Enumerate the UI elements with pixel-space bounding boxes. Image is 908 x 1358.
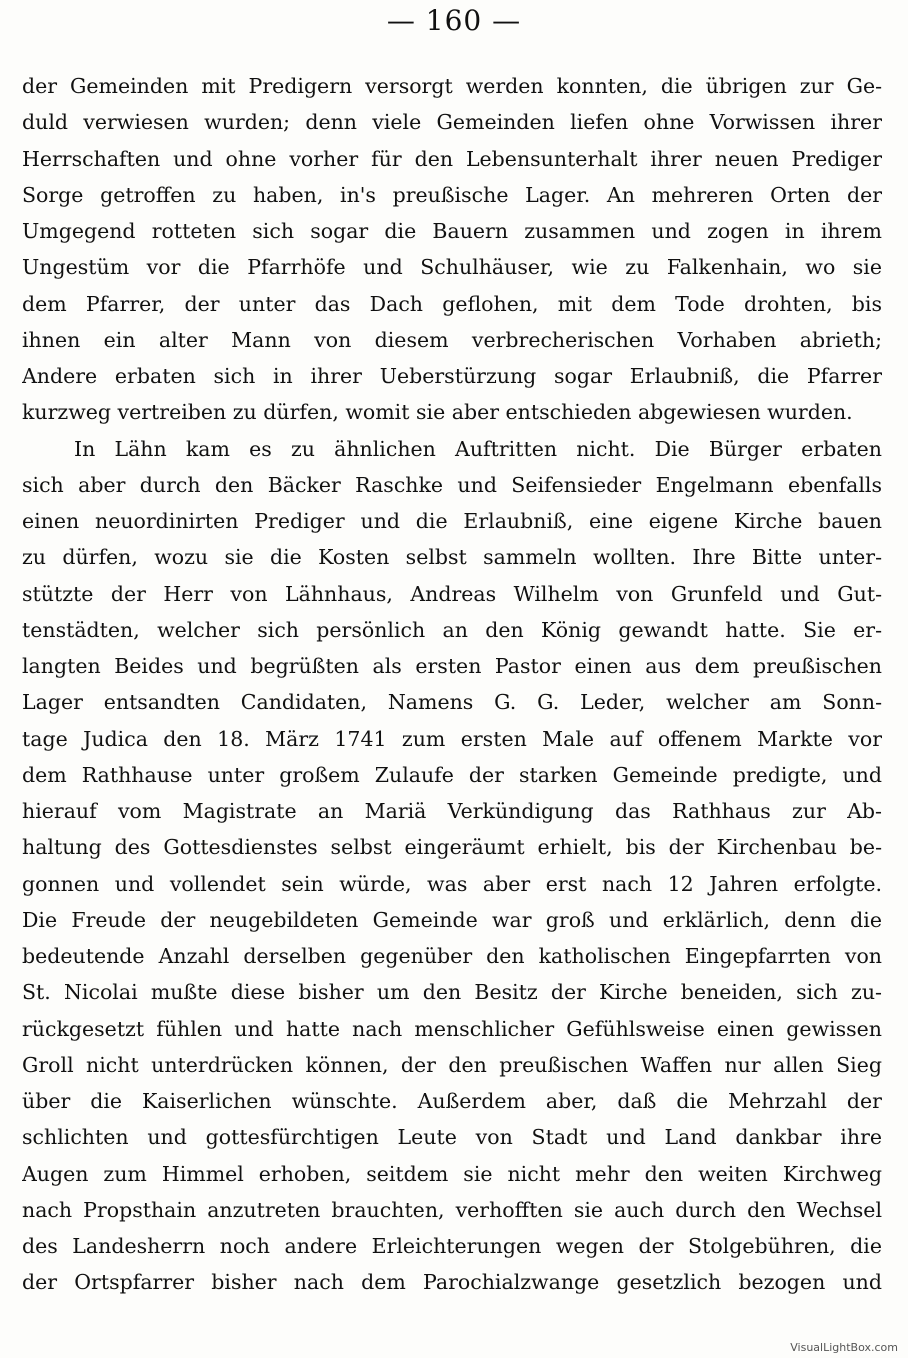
text-line: Andere erbaten sich in ihrer Ueberstürzung sogar Erlaubniß, die Pfarrer [22,364,882,388]
text-line: hierauf vom Magistrate an Mariä Verkündigung das Rathhaus zur Ab- [22,799,882,823]
paragraph-start-line: In Lähn kam es zu ähnlichen Auftritten nicht. Die Bürger erbaten [74,436,882,461]
text-line: Groll nicht unterdrücken können, der den preußischen Waffen nur allen Sieg [22,1052,882,1077]
text-line: rückgesetzt fühlen und hatte nach menschlicher Gefühlsweise einen gewissen [22,1016,882,1041]
text-line: duld verwiesen wurden; denn viele Gemeinden liefen ohne Vorwissen ihrer [22,110,882,135]
watermark: VisualLightBox.com [790,1341,898,1354]
text-line: der Ortspfarrer bisher nach dem Parochialzwange gesetzlich bezogen und [22,1270,882,1295]
text-line: sich aber durch den Bäcker Raschke und Seifensieder Engelmann ebenfalls [22,472,882,497]
text-line: nach Propsthain anzutreten brauchten, verhofften sie auch durch den Wechsel [22,1197,882,1222]
text-line: langten Beides und begrüßten als ersten Pastor einen aus dem preußischen [22,654,882,678]
text-line: zu dürfen, wozu sie die Kosten selbst sammeln wollten. Ihre Bitte unter- [22,545,882,570]
text-line: schlichten und gottesfürchtigen Leute von Stadt und Land dankbar ihre [22,1125,882,1150]
text-line: Ungestüm vor die Pfarrhöfe und Schulhäuser, wie zu Falkenhain, wo sie [22,255,882,280]
text-line: tage Judica den 18. März 1741 zum ersten Male auf offenem Markte vor [22,726,882,751]
body-text [22,68,882,1301]
text-line: einen neuordinirten Prediger und die Erlaubniß, eine eigene Kirche bauen [22,509,882,533]
text-line: Lager entsandten Candidaten, Namens G. G. Leder, welcher am Sonn- [22,690,882,715]
text-line: Die Freude der neugebildeten Gemeinde war groß und erklärlich, denn die [22,907,882,932]
text-line: über die Kaiserlichen wünschte. Außerdem aber, daß die Mehrzahl der [22,1089,882,1113]
text-line: tenstädten, welcher sich persönlich an den König gewandt hatte. Sie er- [22,617,882,642]
text-line: bedeutende Anzahl derselben gegenüber den katholischen Eingepfarrten von [22,944,882,968]
text-line: Sorge getroffen zu haben, in's preußische Lager. An mehreren Orten der [22,182,882,207]
text-line: stützte der Herr von Lähnhaus, Andreas Wilhelm von Grunfeld und Gut- [22,581,882,606]
text-line: dem Pfarrer, der unter das Dach geflohen, mit dem Tode drohten, bis [22,291,882,316]
text-line: Umgegend rotteten sich sogar die Bauern zusammen und zogen in ihrem [22,219,882,243]
text-line: Augen zum Himmel erhoben, seitdem sie nicht mehr den weiten Kirchweg [22,1161,882,1186]
text-line: des Landesherrn noch andere Erleichterungen wegen der Stolgebühren, die [22,1234,882,1258]
text-line: St. Nicolai mußte diese bisher um den Besitz der Kirche beneiden, sich zu- [22,980,882,1005]
page-number: — 160 — [386,4,522,37]
text-line: gonnen und vollendet sein würde, was aber erst nach 12 Jahren erfolgte. [22,871,882,896]
text-line: ihnen ein alter Mann von diesem verbrecherischen Vorhaben abrieth; [22,327,882,352]
text-line: Herrschaften und ohne vorher für den Lebensunterhalt ihrer neuen Prediger [22,146,882,171]
text-line: der Gemeinden mit Predigern versorgt werden konnten, die übrigen zur Ge- [22,74,882,98]
text-line: dem Rathhause unter großem Zulaufe der starken Gemeinde predigte, und [22,762,882,787]
text-line: haltung des Gottesdienstes selbst eingeräumt erhielt, bis der Kirchenbau be- [22,835,882,860]
text-line: kurzweg vertreiben zu dürfen, womit sie aber entschieden abgewiesen wurden. [22,400,853,425]
